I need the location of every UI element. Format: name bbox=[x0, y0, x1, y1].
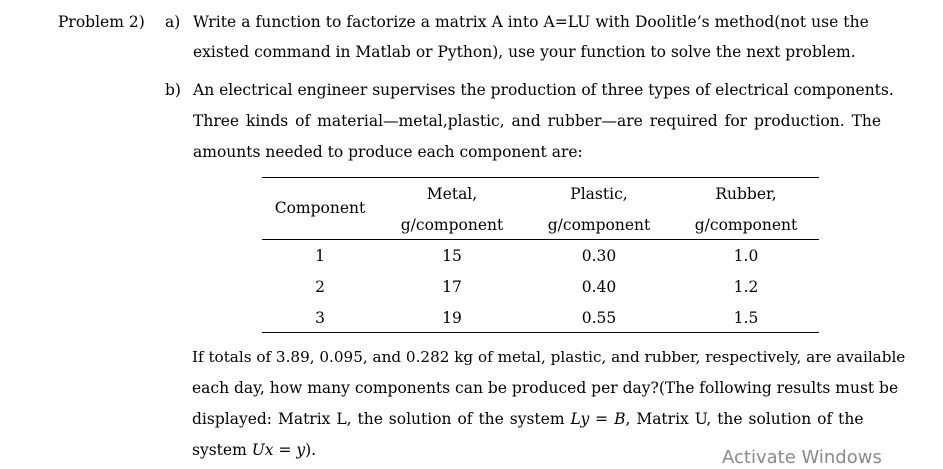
part-b-line-3: amounts needed to produce each component are: bbox=[193, 143, 583, 161]
header-plastic-line-2: g/component bbox=[547, 216, 651, 234]
header-plastic-line-1: Plastic, bbox=[570, 185, 628, 203]
table-top-rule bbox=[262, 177, 819, 178]
header-rubber-line-2: g/component bbox=[694, 216, 798, 234]
closing-line-4-text-a: system bbox=[192, 441, 252, 459]
equation-y: y bbox=[296, 441, 306, 459]
cell-component: 1 bbox=[315, 247, 325, 265]
cell-rubber: 1.0 bbox=[733, 247, 759, 265]
equals-sign: = bbox=[273, 441, 297, 459]
closing-line-3-text-b: , Matrix U, the solution of the bbox=[625, 410, 864, 428]
cell-plastic: 0.30 bbox=[581, 247, 617, 265]
table-bottom-rule bbox=[262, 332, 819, 333]
part-a-line-2: existed command in Matlab or Python), use your function to solve the next problem. bbox=[193, 43, 856, 61]
equation-ly: Ly bbox=[570, 410, 590, 428]
table-header-rule bbox=[262, 239, 819, 240]
closing-line-3-text-a: displayed: Matrix L, the solution of the system bbox=[192, 410, 571, 428]
part-a-line-1: Write a function to factorize a matrix A into A=LU with Doolitle’s method(not use the bbox=[193, 13, 869, 31]
cell-component: 2 bbox=[315, 278, 325, 296]
problem-label: Problem 2) bbox=[58, 13, 145, 31]
equals-sign: = bbox=[589, 410, 615, 428]
cell-metal: 15 bbox=[442, 247, 462, 265]
cell-rubber: 1.2 bbox=[733, 278, 759, 296]
closing-line-4-text-b: ). bbox=[305, 441, 317, 459]
part-b-line-2: Three kinds of material—metal,plastic, and rubber—are required for production. The bbox=[193, 112, 882, 130]
equation-b: B bbox=[614, 410, 626, 428]
closing-line-2: each day, how many components can be produced per day?(The following results must be bbox=[192, 379, 899, 397]
activate-windows-watermark: Activate Windows bbox=[722, 447, 882, 468]
closing-line-1: If totals of 3.89, 0.095, and 0.282 kg of metal, plastic, and rubber, respectively, are available bbox=[192, 348, 906, 366]
cell-metal: 17 bbox=[442, 278, 462, 296]
equation-ux: Ux bbox=[251, 441, 274, 459]
cell-plastic: 0.40 bbox=[581, 278, 617, 296]
cell-plastic: 0.55 bbox=[581, 309, 617, 327]
header-metal-line-1: Metal, bbox=[426, 185, 478, 203]
cell-rubber: 1.5 bbox=[733, 309, 759, 327]
header-component: Component bbox=[274, 199, 366, 217]
part-b-line-1: An electrical engineer supervises the production of three types of electrical components. bbox=[193, 81, 894, 99]
closing-line-3 bbox=[192, 409, 864, 429]
closing-line-4 bbox=[192, 440, 316, 460]
cell-metal: 19 bbox=[442, 309, 462, 327]
part-b-marker: b) bbox=[165, 81, 181, 99]
header-rubber-line-1: Rubber, bbox=[715, 185, 777, 203]
header-metal-line-2: g/component bbox=[400, 216, 504, 234]
cell-component: 3 bbox=[315, 309, 325, 327]
part-a-marker: a) bbox=[165, 13, 181, 31]
